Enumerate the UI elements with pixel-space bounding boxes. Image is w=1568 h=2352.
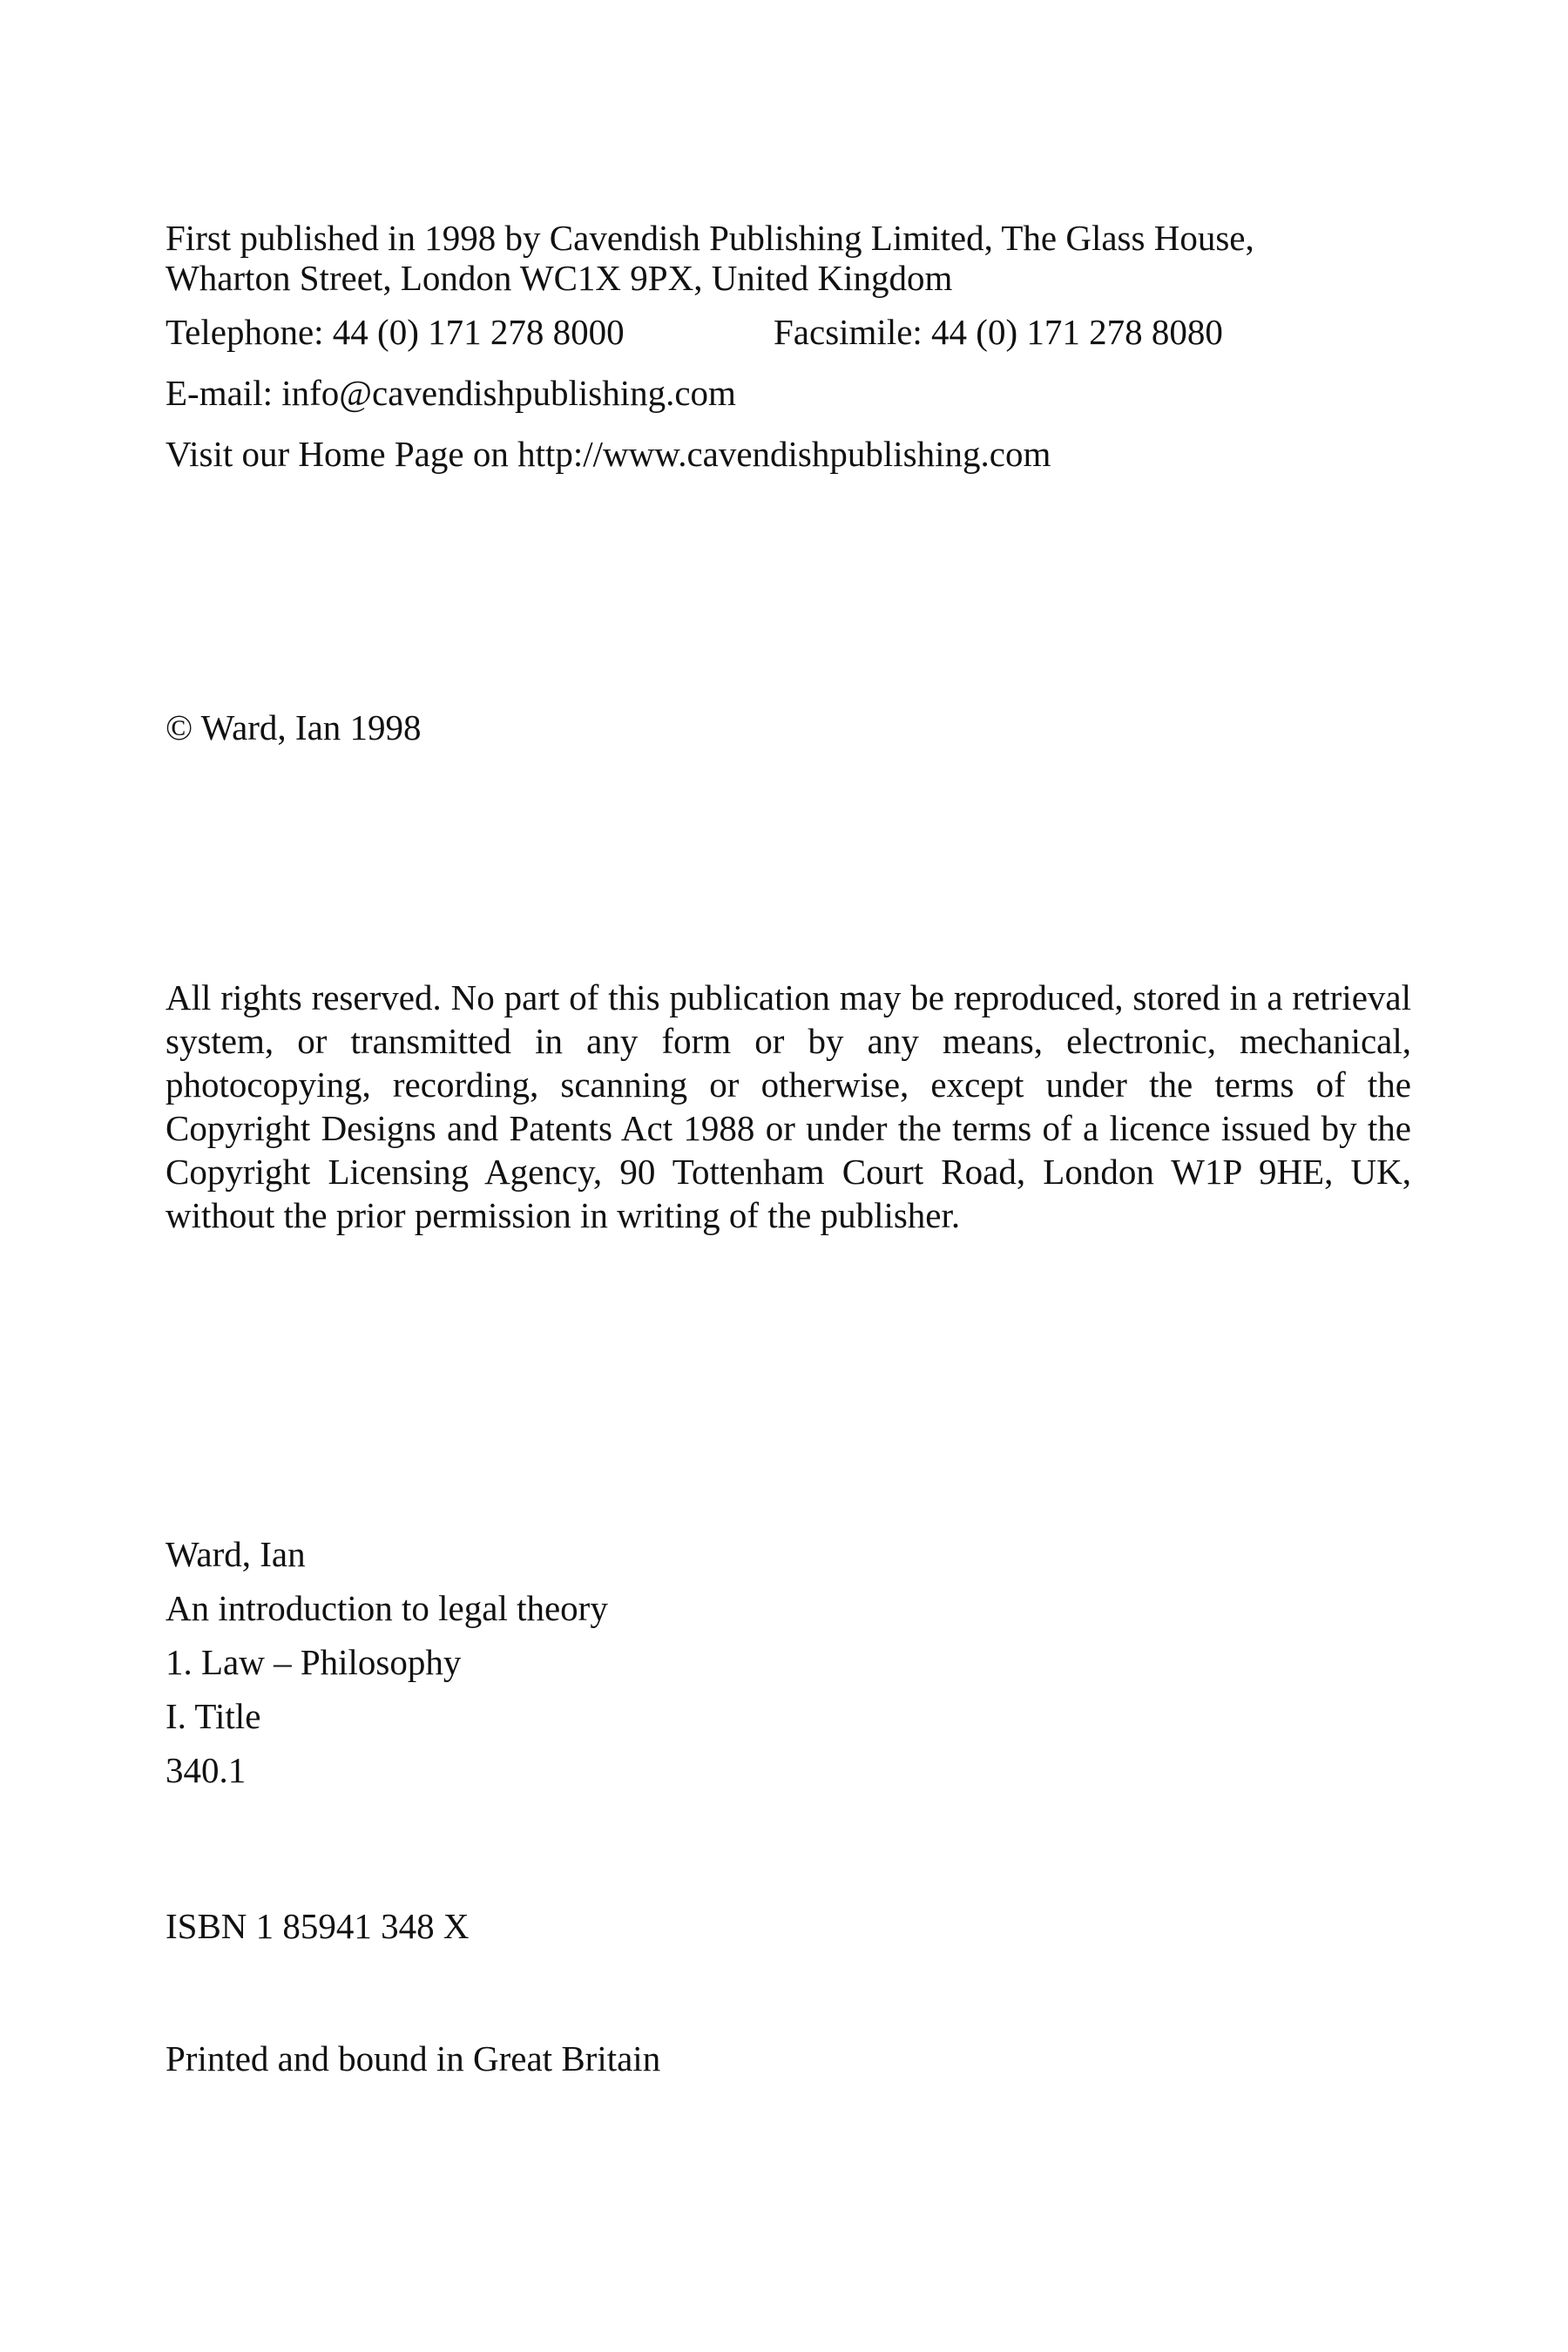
contact-numbers [166, 310, 1411, 354]
homepage: Visit our Home Page on http://www.cavendishpublishing.com [166, 434, 1051, 474]
copyright-line: © Ward, Ian 1998 [166, 707, 422, 747]
facsimile: Facsimile: 44 (0) 171 278 8080 [774, 312, 1223, 352]
copyright-notice [166, 706, 1411, 749]
cataloguing-data [166, 1527, 1411, 1797]
catalogue-title-entry: I. Title [166, 1696, 261, 1736]
rights-reserved-paragraph: All rights reserved. No part of this publication may be reproduced, stored in a retrieval system, or transmitted in any form or by any means, electronic, mechanical, photocopying, recording, scanning or otherwise, except under the terms of the Copyright Designs and Patents Act 1988 or under the terms of a licence issued by the Copyright Licensing Agency, 90 Tottenham Court Road, London W1P 9HE, UK, without the prior permission in writing of the publisher. [166, 977, 1411, 1235]
printed-notice [166, 2037, 1411, 2080]
email: E-mail: info@cavendishpublishing.com [166, 373, 736, 413]
catalogue-classification: 340.1 [166, 1750, 247, 1790]
isbn-line: ISBN 1 85941 348 X [166, 1906, 470, 1946]
isbn [166, 1904, 1411, 1948]
telephone: Telephone: 44 (0) 171 278 8000 [166, 312, 625, 352]
printed-line: Printed and bound in Great Britain [166, 2038, 661, 2078]
catalogue-subject: 1. Law – Philosophy [166, 1642, 462, 1682]
catalogue-title: An introduction to legal theory [166, 1588, 608, 1628]
catalogue-author: Ward, Ian [166, 1534, 306, 1574]
first-published-line-1: First published in 1998 by Cavendish Publishing Limited, The Glass House, [166, 218, 1254, 258]
first-published-line-2: Wharton Street, London WC1X 9PX, United Kingdom [166, 258, 953, 298]
publisher-info [166, 216, 1411, 476]
